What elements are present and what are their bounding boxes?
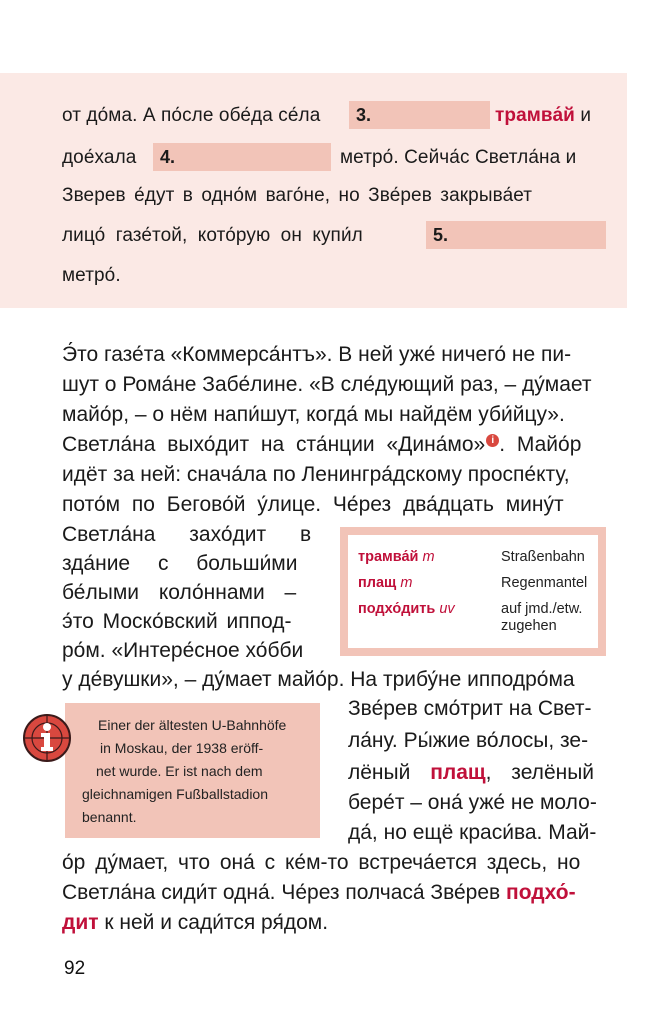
gap-field-3[interactable]: 3.: [349, 101, 490, 129]
text-line: дит к ней и сади́тся ря́дом.: [62, 911, 329, 934]
vocab-word-podkhodit: подхо́-: [506, 881, 576, 904]
text-line: пото́м по Бегово́й у́лице. Че́рез два́дцать мину́т: [62, 493, 564, 516]
vocabulary-box: трамва́й m Straßenbahn плащ m Regenmantel подхо́дить uv auf jmd./etw. zugehen: [340, 527, 606, 656]
info-target-icon: [22, 713, 72, 763]
text-line: бе́лыми коло́ннами –: [62, 581, 297, 604]
info-line: gleichnamigen Fußballstadion: [82, 786, 268, 802]
text-line: майо́р, – о нём напи́шут, когда́ мы найдём уби́йцу».: [62, 403, 565, 426]
text-line: идёт за ней: снача́ла по Ленингра́дскому проспе́кту,: [62, 463, 570, 486]
text-line: Э́то газе́та «Коммерса́нтъ». В ней уже́ ничего́ не пи-: [62, 343, 572, 366]
info-line: net wurde. Er ist nach dem: [96, 763, 263, 779]
text-line: Зве́рев смо́трит на Свет-: [348, 697, 592, 720]
footnote-info-icon[interactable]: i: [486, 434, 499, 447]
text-line: зда́ние с больши́ми: [62, 552, 298, 575]
info-line: benannt.: [82, 809, 137, 825]
exercise-line-1-end: трамва́й и: [495, 105, 592, 126]
text-line: ро́м. «Интере́сное хо́бби: [62, 639, 304, 662]
gap-field-5[interactable]: 5.: [426, 221, 606, 249]
info-line: Einer der ältesten U-Bahnhöfe: [98, 717, 287, 733]
text-line: ла́ну. Ры́жие во́лосы, зе-: [348, 729, 589, 752]
page-number: 92: [64, 958, 86, 979]
gap-field-4[interactable]: 4.: [153, 143, 331, 171]
info-line: in Moskau, der 1938 eröff-: [100, 740, 264, 756]
vocab-word-plashch: плащ: [430, 761, 486, 784]
text-line: бере́т – она́ уже́ не моло-: [348, 791, 597, 814]
vocab-word-tramvai: трамва́й: [495, 105, 575, 126]
exercise-line-4: лицо́ газе́той, кото́рую он купи́л: [62, 225, 363, 246]
text-line: у де́вушки», – ду́мает майо́р. На трибу́не ипподро́ма: [62, 668, 575, 691]
exercise-line-5: метро́.: [62, 265, 121, 286]
text-line: о́р ду́мает, что она́ с ке́м-то встреча́ется здесь, но: [62, 851, 581, 874]
exercise-line-3: Зверев е́дут в одно́м ваго́не, но Зве́рев закрыва́ет: [62, 185, 533, 206]
text-line: шут о Рома́не Забе́лине. «В сле́дующий раз, – ду́мает: [62, 373, 592, 396]
text-line: Светла́на захо́дит в: [62, 523, 312, 546]
text-line: да́, но ещё краси́ва. Май-: [348, 821, 597, 844]
text-line: э́то Моско́вский иппод-: [62, 610, 292, 633]
exercise-line-2-end: метро́. Сейча́с Светла́на и: [340, 147, 577, 168]
text-line: Светла́на сиди́т одна́. Че́рез полчаса́ Зве́рев подхо́-: [62, 881, 576, 904]
text-line: лёный плащ, зелёный: [348, 761, 595, 784]
exercise-line-1: от до́ма. А по́сле обе́да се́ла: [62, 105, 321, 126]
exercise-line-2: дое́хала: [62, 147, 137, 168]
text-line: Светла́на выхо́дит на ста́нции «Дина́мо» i . Майо́р: [62, 433, 582, 456]
